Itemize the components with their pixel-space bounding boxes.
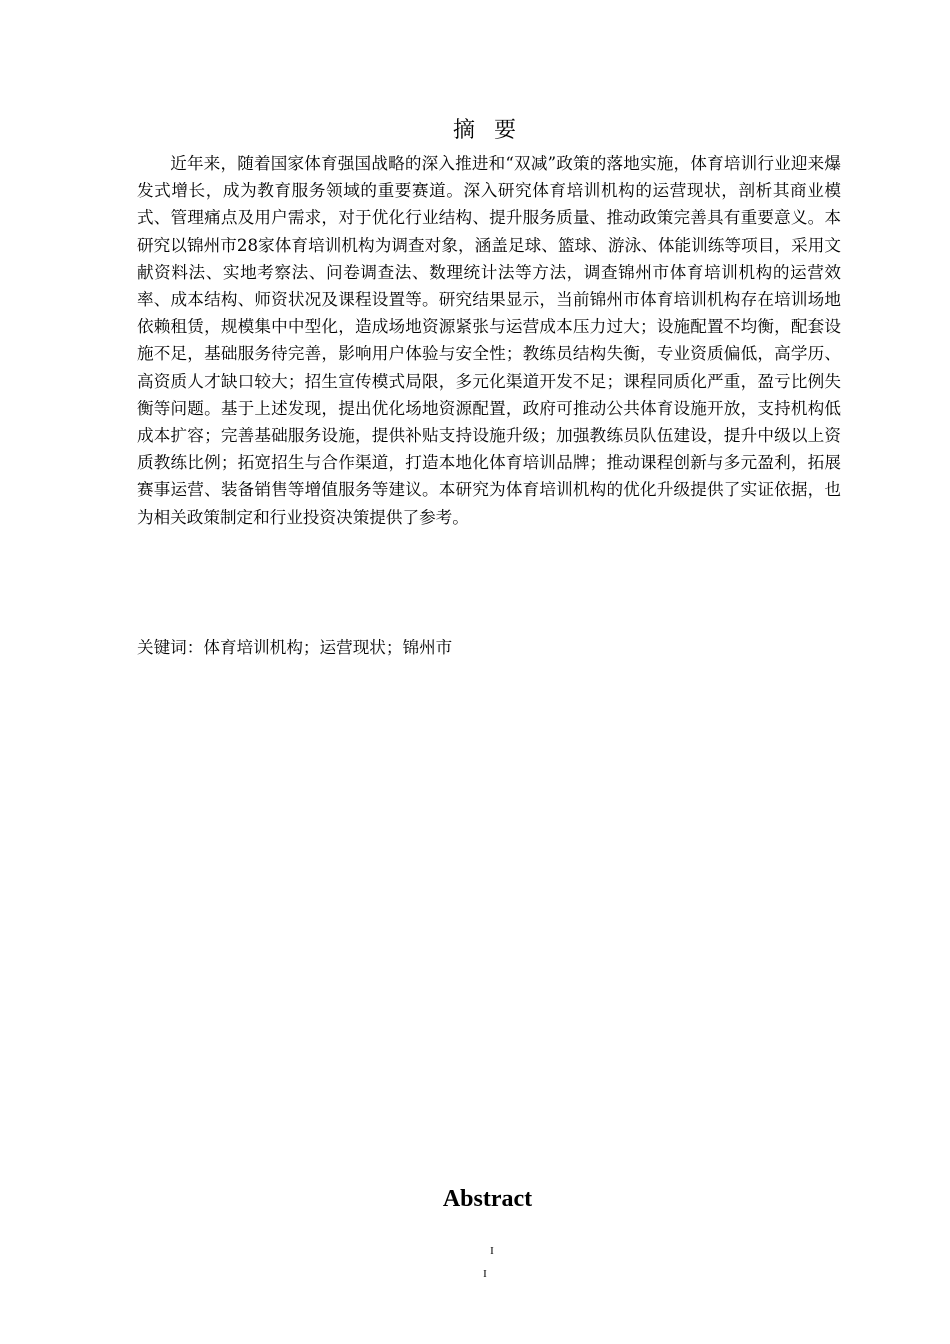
keywords-label: 关键词： <box>137 638 204 657</box>
abstract-paragraph: 近年来，随着国家体育强国战略的深入推进和“双减”政策的落地实施，体育培训行业迎来爆发式增长，成为教育服务领域的重要赛道。深入研究体育培训机构的运营现状，剖析其商业模式、管理痛点及用户需求，对于优化行业结构、提升服务质量、推动政策完善具有重要意义。本研究以锦州市28家体育培训机构为调查对象，涵盖足球、篮球、游泳、体能训练等项目，采用文献资料法、实地考察法、问卷调查法、数理统计法等方法，调查锦州市体育培训机构的运营效率、成本结构、师资状况及课程设置等。研究结果显示，当前锦州市体育培训机构存在培训场地依赖租赁，规模集中中型化，造成场地资源紧张与运营成本压力过大；设施配置不均衡，配套设施不足，基础服务待完善，影响用户体验与安全性；教练员结构失衡，专业资质偏低，高学历、高资质人才缺口较大；招生宣传模式局限，多元化渠道开发不足；课程同质化严重，盈亏比例失衡等问题。基于上述发现，提出优化场地资源配置，政府可推动公共体育设施开放，支持机构低成本扩容；完善基础服务设施，提供补贴支持设施升级；加强教练员队伍建设，提升中级以上资质教练比例；拓宽招生与合作渠道，打造本地化体育培训品牌；推动课程创新与多元盈利，拓展赛事运营、装备销售等增值服务等建议。本研究为体育培训机构的优化升级提供了实证依据，也为相关政策制定和行业投资决策提供了参考。 <box>137 154 841 527</box>
keywords-line <box>137 634 841 662</box>
page-number-upper: I <box>490 1245 494 1257</box>
keywords-value: 体育培训机构；运营现状；锦州市 <box>203 638 453 657</box>
page-number-lower: I <box>483 1268 487 1280</box>
abstract-heading: Abstract <box>442 1186 533 1212</box>
page-title: 摘 要 <box>453 118 522 143</box>
